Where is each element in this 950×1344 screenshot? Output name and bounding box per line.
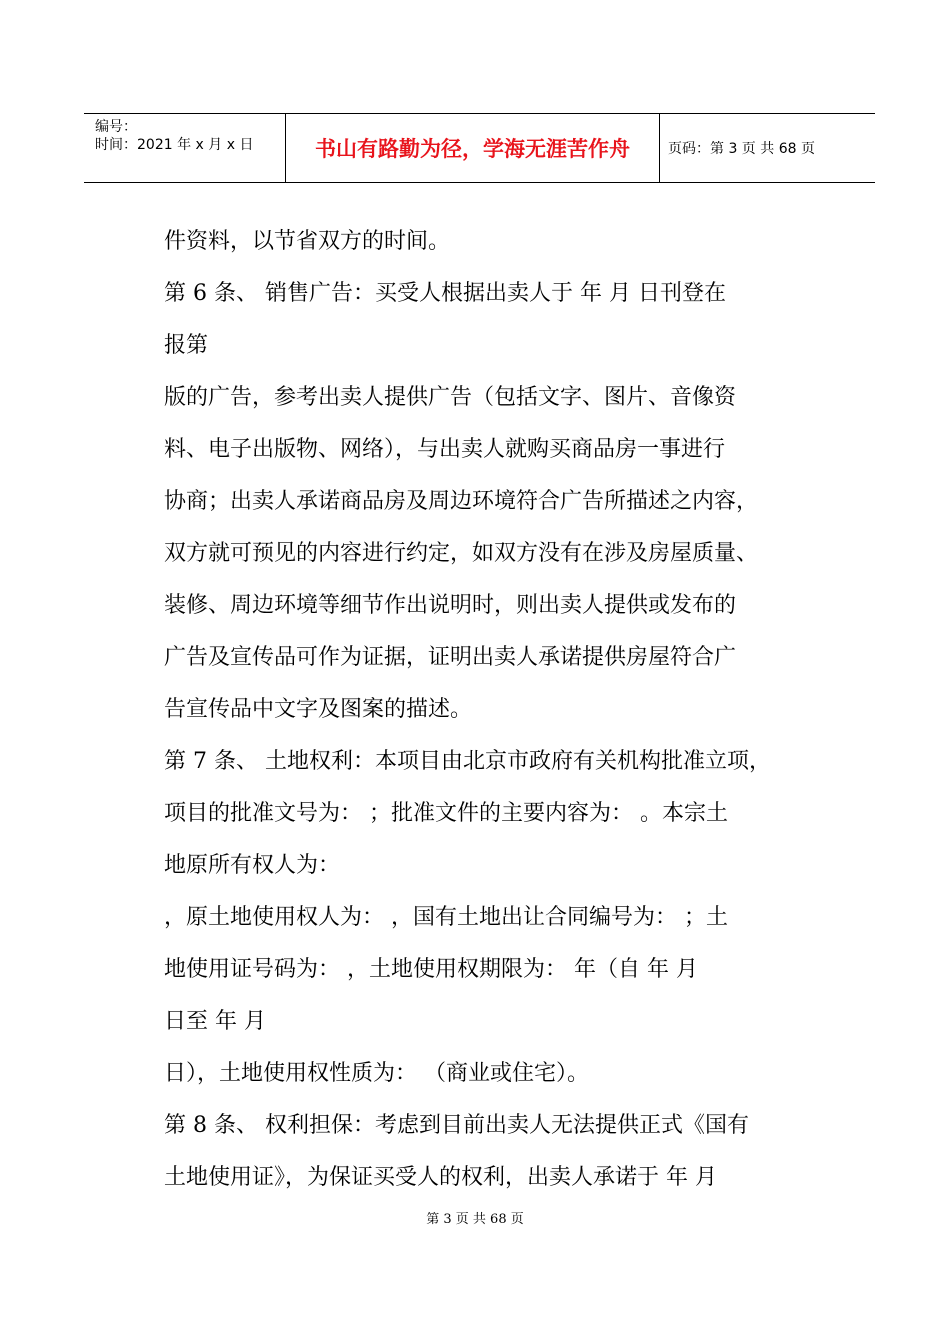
body-line: 地使用证号码为： ，土地使用权期限为： 年（自 年 月 (164, 957, 698, 982)
header-page-info: 页码：第 3 页 共 68 页 (668, 141, 815, 157)
body-line: 日），土地使用权性质为： （商业或住宅）。 (164, 1061, 589, 1086)
body-line: 双方就可预见的内容进行约定，如双方没有在涉及房屋质量、 (164, 541, 759, 566)
body-line: 版的广告，参考出卖人提供广告（包括文字、图片、音像资 (164, 385, 737, 410)
page-header (84, 113, 875, 183)
body-line: 第 8 条、 权利担保：考虑到目前出卖人无法提供正式《国有 (164, 1113, 749, 1138)
body-line: 报第 (164, 333, 209, 358)
header-motto-cell (285, 114, 660, 182)
body-line: 土地使用证》，为保证买受人的权利，出卖人承诺于 年 月 (164, 1165, 717, 1190)
body-line: 项目的批准文号为： ；批准文件的主要内容为： 。本宗土 (164, 801, 728, 826)
body-line: ，原土地使用权人为： ，国有土地出让合同编号为： ；土 (164, 905, 728, 930)
body-line: 告宣传品中文字及图案的描述。 (164, 697, 473, 722)
document-number-label: 编号： (95, 119, 137, 135)
body-line: 第 6 条、 销售广告：买受人根据出卖人于 年 月 日刊登在 (164, 281, 726, 306)
body-line: 协商；出卖人承诺商品房及周边环境符合广告所描述之内容， (164, 489, 759, 514)
body-line: 地原所有权人为： (164, 853, 341, 878)
page-footer: 第 3 页 共 68 页 (426, 1212, 524, 1227)
document-time-label: 时间：2021 年 x 月 x 日 (95, 137, 254, 153)
body-line: 第 7 条、 土地权利：本项目由北京市政府有关机构批准立项， (164, 749, 771, 774)
header-motto: 书山有路勤为径，学海无涯苦作舟 (315, 137, 630, 161)
body-line: 日至 年 月 (164, 1009, 266, 1034)
body-line: 广告及宣传品可作为证据，证明出卖人承诺提供房屋符合广 (164, 645, 737, 670)
body-line: 料、电子出版物、网络），与出卖人就购买商品房一事进行 (164, 437, 726, 462)
header-info-cell (84, 114, 285, 182)
body-line: 装修、周边环境等细节作出说明时，则出卖人提供或发布的 (164, 593, 737, 618)
header-page-cell (659, 114, 875, 182)
body-line: 件资料，以节省双方的时间。 (164, 229, 451, 254)
